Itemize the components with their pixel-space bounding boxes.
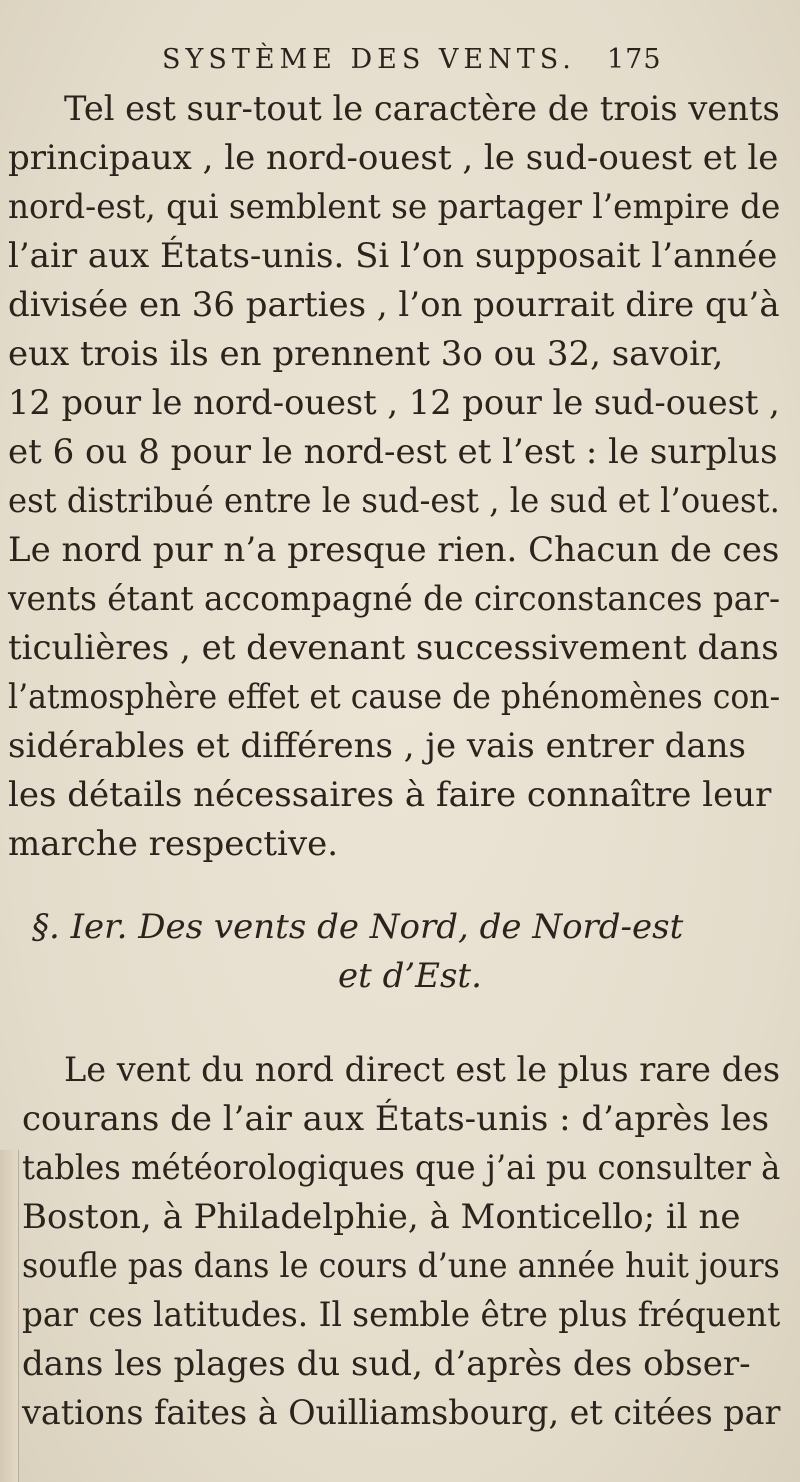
text-line: vents étant accompagné de circonstances par-	[8, 579, 781, 619]
text-line: soufle pas dans le cours d’une année huit jours	[22, 1246, 780, 1286]
text-line: Tel est sur-tout le caractère de trois vents	[64, 89, 780, 129]
text-line: est distribué entre le sud-est , le sud et l’ouest.	[8, 481, 780, 521]
page-number: 175	[607, 44, 662, 75]
text-line: courans de l’air aux États-unis : d’après les	[22, 1099, 770, 1139]
page-edge	[0, 1150, 19, 1482]
text-line: l’air aux États-unis. Si l’on supposait l’année	[8, 236, 778, 276]
text-line: dans les plages du sud, d’après des obser-	[22, 1344, 751, 1384]
running-header	[162, 44, 682, 84]
section-heading-continued: et d’Est.	[338, 956, 482, 996]
text-line: vations faites à Ouilliamsbourg, et citées par	[22, 1393, 781, 1433]
text-line: nord-est, qui semblent se partager l’empire de	[8, 187, 781, 227]
text-line: ticulières , et devenant successivement dans	[8, 628, 779, 668]
text-line: Le nord pur n’a presque rien. Chacun de ces	[8, 530, 780, 570]
text-line: Boston, à Philadelphie, à Monticello; il ne	[22, 1197, 741, 1237]
text-line: Le vent du nord direct est le plus rare des	[64, 1050, 781, 1090]
text-line: l’atmosphère effet et cause de phénomènes con-	[8, 677, 781, 717]
text-line: eux trois ils en prennent 3o ou 32, savoir,	[8, 334, 724, 374]
text-line: divisée en 36 parties , l’on pourrait dire qu’à	[8, 285, 780, 325]
section-heading: §. Ier. Des vents de Nord, de Nord-est	[32, 907, 684, 947]
text-line: sidérables et différens , je vais entrer dans	[8, 726, 746, 766]
text-line: tables météorologiques que j’ai pu consulter à	[22, 1148, 781, 1188]
text-line: et 6 ou 8 pour le nord-est et l’est : le surplus	[8, 432, 778, 472]
text-line: les détails nécessaires à faire connaître leur	[8, 775, 772, 815]
text-line: 12 pour le nord-ouest , 12 pour le sud-ouest ,	[8, 383, 780, 423]
text-line: par ces latitudes. Il semble être plus fréquent	[22, 1295, 781, 1335]
text-line: principaux , le nord-ouest , le sud-ouest et le	[8, 138, 779, 178]
text-line: marche respective.	[8, 824, 339, 864]
running-title: SYSTÈME DES VENTS.	[162, 44, 576, 75]
